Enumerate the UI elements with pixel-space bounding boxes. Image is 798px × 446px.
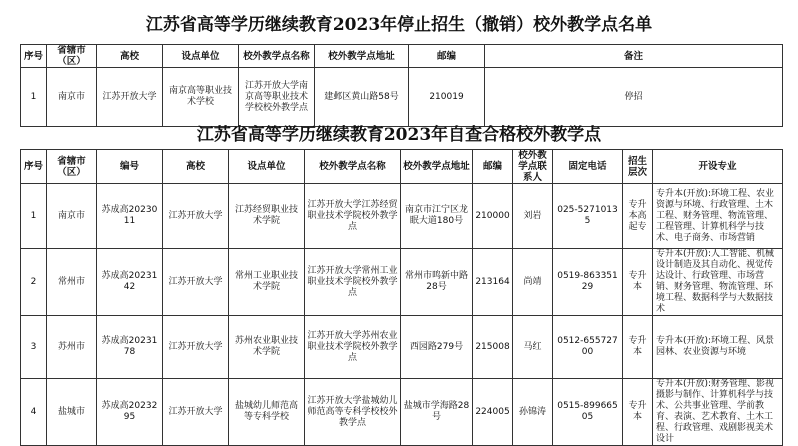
cell-university: 江苏开放大学 xyxy=(163,249,229,316)
header-cell: 省辖市（区） xyxy=(47,150,97,184)
cell-contact: 马红 xyxy=(513,316,553,379)
header-cell: 设点单位 xyxy=(229,150,305,184)
header-cell: 邮编 xyxy=(409,45,485,68)
header-cell: 省辖市（区） xyxy=(47,45,97,68)
header-cell: 序号 xyxy=(21,150,47,184)
cell-address: 建邺区黄山路58号 xyxy=(315,68,409,127)
cell-city: 南京市 xyxy=(47,184,97,249)
cell-site-name: 江苏开放大学南京高等职业技术学校校外教学点 xyxy=(239,68,315,127)
cell-address: 常州市鸣新中路28号 xyxy=(401,249,473,316)
page-title-qualified-list: 江苏省高等学历继续教育2023年自查合格校外教学点 xyxy=(196,125,602,145)
table-row xyxy=(21,68,783,127)
cell-city: 常州市 xyxy=(47,249,97,316)
cell-address: 西园路279号 xyxy=(401,316,473,379)
header-cell: 编号 xyxy=(97,150,163,184)
header-cell: 校外教学点名称 xyxy=(305,150,401,184)
header-cell: 校外教学点名称 xyxy=(239,45,315,68)
cell-level: 专升本 xyxy=(623,249,653,316)
page-title-stopped-list: 江苏省高等学历继续教育2023年停止招生（撤销）校外教学点名单 xyxy=(145,15,653,35)
header-cell: 校外教学点联系人 xyxy=(513,150,553,184)
cell-majors: 专升本(开放):环境工程、农业资源与环境、行政管理、土木工程、财务管理、物流管理、工程管理、计算机科学与技术、电子商务、市场营销 xyxy=(653,184,783,249)
header-cell: 校外教学点地址 xyxy=(401,150,473,184)
cell-code: 苏成高2023295 xyxy=(97,379,163,446)
cell-city: 苏州市 xyxy=(47,316,97,379)
header-cell: 校外教学点地址 xyxy=(315,45,409,68)
cell-level: 专升本 xyxy=(623,379,653,446)
table-row xyxy=(21,184,783,249)
cell-contact: 孙锦涛 xyxy=(513,379,553,446)
cell-phone: 0519-86335129 xyxy=(553,249,623,316)
header-cell: 高校 xyxy=(97,45,163,68)
header-cell: 高校 xyxy=(163,150,229,184)
cell-contact: 刘岩 xyxy=(513,184,553,249)
cell-phone: 0512-65572700 xyxy=(553,316,623,379)
cell-university: 江苏开放大学 xyxy=(163,184,229,249)
cell-index: 4 xyxy=(21,379,47,446)
cell-index: 2 xyxy=(21,249,47,316)
cell-postcode: 224005 xyxy=(473,379,513,446)
table-row xyxy=(21,316,783,379)
cell-host-unit: 南京高等职业技术学校 xyxy=(163,68,239,127)
cell-majors: 专升本(开放):环境工程、风景园林、农业资源与环境 xyxy=(653,316,783,379)
cell-site-name: 江苏开放大学盐城幼儿师范高等专科学校校外教学点 xyxy=(305,379,401,446)
header-cell: 招生层次 xyxy=(623,150,653,184)
table-row xyxy=(21,379,783,446)
cell-site-name: 江苏开放大学江苏经贸职业技术学院校外教学点 xyxy=(305,184,401,249)
header-cell: 备注 xyxy=(485,45,783,68)
cell-city: 盐城市 xyxy=(47,379,97,446)
qualified-sites-table xyxy=(20,149,783,446)
cell-university: 江苏开放大学 xyxy=(163,379,229,446)
cell-site-name: 江苏开放大学苏州农业职业技术学院校外教学点 xyxy=(305,316,401,379)
cell-postcode: 210019 xyxy=(409,68,485,127)
cell-postcode: 210000 xyxy=(473,184,513,249)
cell-index: 3 xyxy=(21,316,47,379)
cell-contact: 尚靖 xyxy=(513,249,553,316)
header-cell: 固定电话 xyxy=(553,150,623,184)
header-cell: 开设专业 xyxy=(653,150,783,184)
table-header-row xyxy=(21,45,783,68)
cell-code: 苏成高2023178 xyxy=(97,316,163,379)
cell-host-unit: 盐城幼儿师范高等专科学校 xyxy=(229,379,305,446)
cell-majors: 专升本(开放):财务管理、影视摄影与制作、计算机科学与技术、公共事业管理、学前教育、表演、艺术教育、土木工程、行政管理、戏剧影视美术设计 xyxy=(653,379,783,446)
cell-level: 专升本 xyxy=(623,316,653,379)
cell-majors: 专升本(开放):人工智能、机械设计制造及其自动化、视觉传达设计、行政管理、市场营销、财务管理、物流管理、环境工程、数据科学与大数据技术 xyxy=(653,249,783,316)
cell-address: 盐城市学海路28号 xyxy=(401,379,473,446)
cell-host-unit: 常州工业职业技术学院 xyxy=(229,249,305,316)
cell-university: 江苏开放大学 xyxy=(163,316,229,379)
cell-index: 1 xyxy=(21,68,47,127)
header-cell: 设点单位 xyxy=(163,45,239,68)
cell-address: 南京市江宁区龙眠大道180号 xyxy=(401,184,473,249)
cell-phone: 0515-89966505 xyxy=(553,379,623,446)
cell-host-unit: 江苏经贸职业技术学院 xyxy=(229,184,305,249)
cell-city: 南京市 xyxy=(47,68,97,127)
cell-site-name: 江苏开放大学常州工业职业技术学院校外教学点 xyxy=(305,249,401,316)
cell-university: 江苏开放大学 xyxy=(97,68,163,127)
table-row xyxy=(21,249,783,316)
cell-phone: 025-52710135 xyxy=(553,184,623,249)
header-cell: 序号 xyxy=(21,45,47,68)
table-header-row xyxy=(21,150,783,184)
cell-code: 苏成高2023011 xyxy=(97,184,163,249)
cell-postcode: 213164 xyxy=(473,249,513,316)
cell-code: 苏成高2023142 xyxy=(97,249,163,316)
cell-postcode: 215008 xyxy=(473,316,513,379)
cell-level: 专升本高起专 xyxy=(623,184,653,249)
stopped-sites-table xyxy=(20,44,783,127)
header-cell: 邮编 xyxy=(473,150,513,184)
cell-remark: 停招 xyxy=(485,68,783,127)
cell-host-unit: 苏州农业职业技术学院 xyxy=(229,316,305,379)
cell-index: 1 xyxy=(21,184,47,249)
